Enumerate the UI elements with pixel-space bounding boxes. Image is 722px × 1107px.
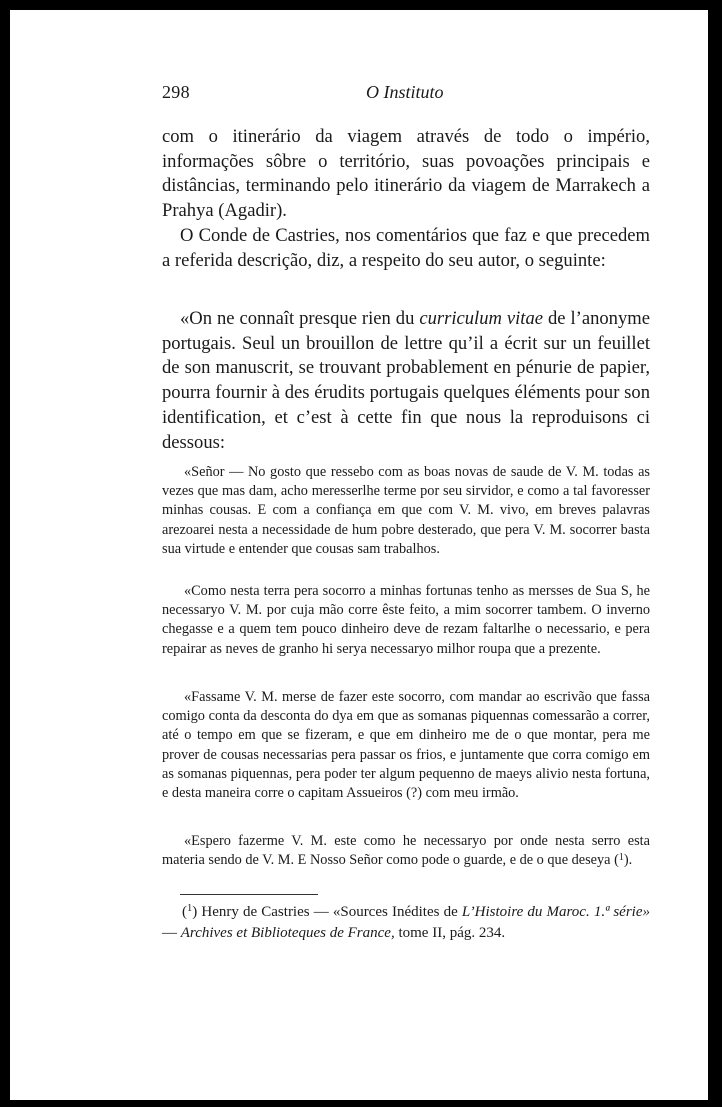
letter-closing-text: «Espero fazerme V. M. este como he necessaryo por onde nesta serro esta materia sendo de V. M. E Nosso Señor como pode o guarde, e de o que deseya ( xyxy=(162,833,650,869)
paragraph-french-quote xyxy=(162,307,650,455)
letter-closing-end: ). xyxy=(623,852,633,869)
footnote-title-b: Archives et Biblioteques de France, xyxy=(180,924,395,941)
footnote-mark-open: ( xyxy=(182,904,187,920)
footnote-mark-close: ) xyxy=(192,904,198,920)
footnote-text-c: tome II, pág. 234. xyxy=(394,924,506,941)
letter-paragraph-2: «Como nesta terra pera socorro a minhas fortunas tenho as mersses de Sua S, he necessaryo V. M. por cuja mão corre êste feito, a mim socorrer tambem. O inverno chegasse e a quem tem pouco dinheiro deve de rezam faltarlhe o necessario, e pera repairar as neves de granho hi serya necessaryo milhor roupa que a prezente. xyxy=(162,583,650,657)
footnote-text-b: — xyxy=(162,924,181,941)
paragraph-castries: O Conde de Castries, nos comentários que faz e que precedem a referida descrição, diz, a respeito do seu autor, o seguinte: xyxy=(162,225,650,271)
footnote-mark-number: 1 xyxy=(187,903,193,915)
page-number: 298 xyxy=(162,82,190,102)
footnote-divider xyxy=(180,894,318,895)
footnote-reference: 1 xyxy=(618,851,624,863)
letter-paragraph-4 xyxy=(162,832,650,871)
quote-text-start: «On ne connaît presque rien du xyxy=(180,308,420,329)
document-page xyxy=(10,10,708,1100)
footnote-title-a: L’Histoire du Maroc. 1.ª série» xyxy=(461,904,651,920)
paragraph-itinerary: com o itinerário da viagem através de todo o império, informações sôbre o território, suas povoações principais e distâncias, terminando pelo itinerário da viagem de Marrakech a Prahya (Agadir). xyxy=(162,126,650,222)
letter-paragraph-3: «Fassame V. M. merse de fazer este socorro, com mandar ao escrivão que fassa comigo conta da desconta do dya em que as somanas piquennas comessarão a correr, até o tempo em que se fizeram, e que em dinheiro me de o que montar, pera me prover de cousas necessarias pera passar os frios, e juntamente que corra comigo em as somanas piquennas, pera poder ter algum pequenno de maeys alivio nesta fortuna, e desta maneira corre o capitam Assueiros (?) com meu irmão. xyxy=(162,689,650,802)
quote-italic-term: curriculum vitae xyxy=(419,308,544,329)
letter-paragraph-1: «Señor — No gosto que ressebo com as boas novas de saude de V. M. todas as vezes que mas dam, acho meresserlhe terme por seu sirvidor, e como a tal favoresser minhas cousas. E com a confiança em que com V. M. vivo, em breves palavras arezoarei nesta a necessidade de hum pobre desterado, que pera V. M. socorrer basta sua virtude e entender que cousas sam trabalhos. xyxy=(162,464,650,557)
quote-text-end: de l’anonyme portugais. Seul un brouillon de lettre qu’il a écrit sur un feuillet de son manuscrit, se trouvant probablement en pénurie de papier, pourra fournir à des érudits portugais quelques éléments pour son identification, et c’est à cette fin que nous la reproduisons ci dessous: xyxy=(162,308,650,453)
running-title: O Instituto xyxy=(366,82,444,102)
footnote xyxy=(162,903,650,943)
footnote-text-a: Henry de Castries — «Sources Inédites de xyxy=(197,904,462,920)
